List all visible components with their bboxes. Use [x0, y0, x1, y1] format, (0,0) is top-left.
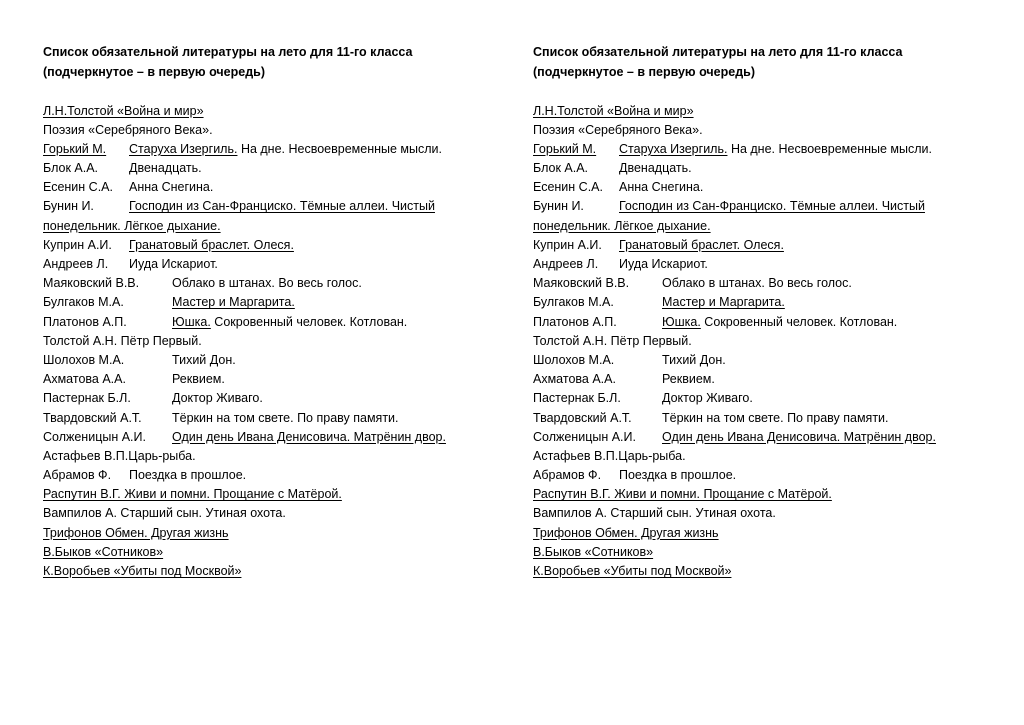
entry-author: Твардовский А.Т.: [43, 410, 142, 425]
entry-author: Блок А.А.: [533, 161, 589, 176]
entry-text: Трифонов Обмен. Другая жизнь: [43, 525, 229, 540]
list-item: [43, 543, 493, 562]
list-item: [43, 236, 493, 255]
entry-works: Старуха Изергиль.: [129, 141, 238, 156]
entry-works: Доктор Живаго.: [662, 391, 753, 406]
reading-list-left: [43, 43, 493, 581]
list-item: [533, 485, 983, 504]
entry-works: Анна Снегина.: [129, 180, 214, 195]
entry-author: Солженицын А.И.: [43, 429, 146, 444]
list-item: [43, 428, 493, 447]
list-item: [43, 217, 493, 236]
list-item: [533, 409, 983, 428]
entry-works: На дне. Несвоевременные мысли.: [237, 141, 443, 156]
list-item: [533, 447, 983, 466]
list-item: [43, 485, 493, 504]
entry-author: Куприн А.И.: [43, 237, 112, 252]
entry-author: Булгаков М.А.: [533, 295, 614, 310]
entry-author: Ахматова А.А.: [43, 372, 126, 387]
list-item: [533, 178, 983, 197]
list-item: [43, 121, 493, 140]
list-item: [533, 389, 983, 408]
entry-author: Андреев Л.: [533, 257, 599, 271]
entry-works: На дне. Несвоевременные мысли.: [727, 141, 933, 156]
book-list: [533, 102, 983, 582]
list-item: [533, 159, 983, 178]
entry-text: Распутин В.Г. Живи и помни. Прощание с Матёрой.: [533, 487, 832, 502]
entry-author: Пастернак Б.Л.: [533, 391, 621, 406]
list-item: [533, 313, 983, 332]
entry-author: Шолохов М.А.: [533, 352, 615, 367]
entry-text: Распутин В.Г. Живи и помни. Прощание с Матёрой.: [43, 487, 342, 502]
entry-works: Облако в штанах. Во весь голос.: [662, 276, 852, 291]
list-title: Список обязательной литературы на лето для 11-го класса: [533, 45, 903, 59]
entry-text: Л.Н.Толстой «Война и мир»: [533, 103, 694, 118]
entry-works: понедельник. Лёгкое дыхание.: [43, 218, 221, 233]
list-item: [43, 255, 493, 274]
list-item: [43, 159, 493, 178]
entry-works: Двенадцать.: [619, 161, 692, 176]
entry-text: Л.Н.Толстой «Война и мир»: [43, 103, 204, 118]
list-item: [43, 389, 493, 408]
entry-works: Поездка в прошлое.: [619, 468, 737, 483]
reading-list-right: [533, 43, 983, 581]
list-item: [533, 255, 983, 274]
list-item: [43, 332, 493, 351]
entry-author: Куприн А.И.: [533, 237, 602, 252]
list-item: [43, 524, 493, 543]
list-item: [43, 351, 493, 370]
entry-works: Мастер и Маргарита.: [662, 295, 785, 310]
entry-author: Бунин И.: [43, 199, 94, 214]
list-item: [43, 274, 493, 293]
entry-author: Ахматова А.А.: [533, 372, 616, 387]
entry-works: Доктор Живаго.: [172, 391, 263, 406]
list-item: [533, 524, 983, 543]
list-subtitle: (подчеркнутое – в первую очередь): [533, 64, 755, 79]
list-item: [43, 178, 493, 197]
entry-works: Господин из Сан-Франциско. Тёмные аллеи. Чистый: [619, 199, 925, 214]
list-item: [533, 293, 983, 312]
list-item: [533, 351, 983, 370]
list-item: [533, 332, 983, 351]
entry-text: Толстой А.Н. Пётр Первый.: [533, 333, 692, 348]
entry-author: Абрамов Ф.: [43, 468, 112, 483]
entry-text: Трифонов Обмен. Другая жизнь: [533, 525, 719, 540]
list-item: [43, 562, 493, 581]
entry-text: Астафьев В.П.Царь-рыба.: [43, 448, 196, 463]
list-item: [533, 428, 983, 447]
entry-works: Двенадцать.: [129, 161, 202, 176]
entry-author: Пастернак Б.Л.: [43, 391, 131, 406]
list-item: [43, 504, 493, 523]
entry-text: В.Быков «Сотников»: [43, 544, 164, 559]
list-item: [43, 293, 493, 312]
entry-author: Платонов А.П.: [533, 314, 617, 329]
list-item: [533, 370, 983, 389]
entry-works: Один день Ивана Денисовича. Матрёнин двор.: [172, 429, 446, 444]
entry-text: Толстой А.Н. Пётр Первый.: [43, 333, 202, 348]
entry-author: Есенин С.А.: [43, 180, 113, 195]
entry-works: Сокровенный человек. Котлован.: [700, 314, 898, 329]
list-item: [533, 217, 983, 236]
entry-works: Сокровенный человек. Котлован.: [210, 314, 408, 329]
list-item: [533, 102, 983, 121]
entry-text: К.Воробьев «Убиты под Москвой»: [43, 564, 242, 578]
entry-author: Твардовский А.Т.: [533, 410, 632, 425]
list-item: [533, 274, 983, 293]
entry-works: Один день Ивана Денисовича. Матрёнин двор.: [662, 429, 936, 444]
entry-author: Шолохов М.А.: [43, 352, 125, 367]
entry-author: Платонов А.П.: [43, 314, 127, 329]
entry-works: Гранатовый браслет. Олеся.: [129, 237, 294, 252]
entry-works: Анна Снегина.: [619, 180, 704, 195]
list-subtitle: (подчеркнутое – в первую очередь): [43, 64, 265, 79]
entry-text: Поэзия «Серебряного Века».: [533, 122, 703, 137]
entry-text: Вампилов А. Старший сын. Утиная охота.: [43, 506, 286, 521]
entry-works: Иуда Искариот.: [129, 257, 218, 271]
entry-author: Маяковский В.В.: [533, 276, 630, 291]
entry-text: Астафьев В.П.Царь-рыба.: [533, 448, 686, 463]
book-list: [43, 102, 493, 582]
list-item: [533, 121, 983, 140]
entry-author: Абрамов Ф.: [533, 468, 602, 483]
list-item: [43, 313, 493, 332]
entry-text: Поэзия «Серебряного Века».: [43, 122, 213, 137]
entry-works: Иуда Искариот.: [619, 257, 708, 271]
entry-works: Реквием.: [172, 372, 225, 387]
entry-works: Облако в штанах. Во весь голос.: [172, 276, 362, 291]
entry-works: Мастер и Маргарита.: [172, 295, 295, 310]
list-item: [43, 466, 493, 485]
entry-author: Маяковский В.В.: [43, 276, 140, 291]
entry-text: К.Воробьев «Убиты под Москвой»: [533, 564, 732, 578]
list-item: [533, 197, 983, 216]
entry-works: Тёркин на том свете. По праву памяти.: [662, 410, 889, 425]
entry-author: Бунин И.: [533, 199, 584, 214]
entry-works: Господин из Сан-Франциско. Тёмные аллеи. Чистый: [129, 199, 435, 214]
list-item: [43, 409, 493, 428]
entry-author: Горький М.: [533, 141, 597, 156]
list-item: [43, 197, 493, 216]
entry-works: Старуха Изергиль.: [619, 141, 728, 156]
list-item: [43, 102, 493, 121]
entry-author: Андреев Л.: [43, 257, 109, 271]
list-item: [533, 140, 983, 159]
entry-works: Поездка в прошлое.: [129, 468, 247, 483]
entry-author: Есенин С.А.: [533, 180, 603, 195]
list-item: [533, 236, 983, 255]
entry-text: В.Быков «Сотников»: [533, 544, 654, 559]
list-item: [43, 140, 493, 159]
list-item: [533, 504, 983, 523]
list-item: [43, 447, 493, 466]
entry-works: понедельник. Лёгкое дыхание.: [533, 218, 711, 233]
list-item: [533, 562, 983, 581]
list-item: [533, 543, 983, 562]
entry-text: Вампилов А. Старший сын. Утиная охота.: [533, 506, 776, 521]
entry-works: Реквием.: [662, 372, 715, 387]
entry-works: Гранатовый браслет. Олеся.: [619, 237, 784, 252]
entry-author: Горький М.: [43, 141, 107, 156]
entry-works: Юшка.: [172, 314, 211, 329]
entry-works: Тёркин на том свете. По праву памяти.: [172, 410, 399, 425]
entry-works: Тихий Дон.: [172, 352, 236, 367]
list-title: Список обязательной литературы на лето для 11-го класса: [43, 45, 413, 59]
entry-author: Булгаков М.А.: [43, 295, 124, 310]
entry-author: Блок А.А.: [43, 161, 99, 176]
list-item: [43, 370, 493, 389]
entry-works: Юшка.: [662, 314, 701, 329]
entry-author: Солженицын А.И.: [533, 429, 636, 444]
entry-works: Тихий Дон.: [662, 352, 726, 367]
list-item: [533, 466, 983, 485]
